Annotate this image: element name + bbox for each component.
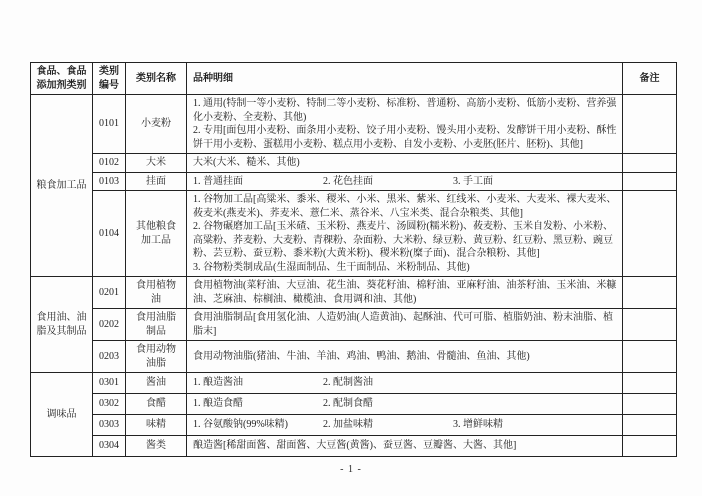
col-header-category: 食品、食品添加剂类别 <box>31 63 93 95</box>
detail-line: 食用动物油脂(猪油、牛油、羊油、鸡油、鸭油、鹅油、骨髓油、鱼油、其他) <box>193 350 530 362</box>
page-number: - 1 - <box>340 464 362 475</box>
detail-line: 1. 谷物加工品[高粱米、黍米、稷米、小米、黑米、紫米、红线米、小麦米、大麦米、裸大麦米、莜麦米(燕麦米)、荞麦米、薏仁米、蒸谷米、八宝米类、混合杂粮类、其他] <box>193 194 617 219</box>
category-cell-oil: 食用油、油脂及其制品 <box>31 277 93 373</box>
detail-line: 酿造酱[稀甜面酱、甜面酱、大豆酱(黄酱)、蚕豆酱、豆瓣酱、大酱、其他] <box>193 440 517 452</box>
detail-cell <box>187 277 623 309</box>
table-row-0303 <box>31 415 677 436</box>
code-cell: 0303 <box>93 415 126 436</box>
col-header-code: 类别编号 <box>93 63 126 95</box>
remark-cell <box>623 341 677 373</box>
code-cell: 0201 <box>93 277 126 309</box>
detail-cell <box>187 309 623 341</box>
detail-line: 2. 谷物碾磨加工品[玉米碴、玉米粉、燕麦片、汤圆粉(糯米粉)、莜麦粉、玉米自发粉、小米粉、高粱粉、荞麦粉、大麦粉、青稞粉、杂面粉、大米粉、绿豆粉、黄豆粉、红豆粉、黑豆粉、豌豆粉、芸豆粉、蚕豆粉、黍米粉(大黄米粉)、稷米粉(糜子面)、混合杂粮粉、其他] <box>193 221 613 259</box>
detail-item: 2. 配制食醋 <box>323 398 373 410</box>
detail-item: 1. 普通挂面 <box>193 175 243 187</box>
name-cell: 味精 <box>126 415 187 436</box>
detail-item: 1. 酿造食醋 <box>193 398 243 410</box>
detail-line: 食用油脂制品[食用氢化油、人造奶油(人造黄油)、起酥油、代可可脂、植脂奶油、粉末油脂、植脂末] <box>193 312 613 337</box>
detail-cell <box>187 373 623 394</box>
table-row-0102 <box>31 154 677 173</box>
code-cell: 0304 <box>93 436 126 457</box>
name-cell: 酱油 <box>126 373 187 394</box>
remark-cell <box>623 191 677 277</box>
category-cell-grain: 粮食加工品 <box>31 95 93 277</box>
name-cell: 小麦粉 <box>126 95 187 154</box>
table-row-0202 <box>31 309 677 341</box>
detail-item: 2. 加盐味精 <box>323 419 373 431</box>
food-category-table <box>30 62 677 457</box>
table-row-0101 <box>31 95 677 154</box>
detail-cell <box>187 95 623 154</box>
detail-item: 1. 谷氨酸钠(99%味精) <box>193 419 288 431</box>
code-cell: 0103 <box>93 172 126 191</box>
detail-item: 2. 花色挂面 <box>323 175 373 187</box>
table-row-0201 <box>31 277 677 309</box>
remark-cell <box>623 277 677 309</box>
name-cell: 食用动物油脂 <box>126 341 187 373</box>
detail-line: 3. 谷物粉类制成品(生湿面制品、生干面制品、米粉制品、其他) <box>193 261 470 273</box>
code-cell: 0102 <box>93 154 126 173</box>
detail-cell <box>187 172 623 191</box>
detail-cell <box>187 341 623 373</box>
name-cell: 食醋 <box>126 394 187 415</box>
name-cell: 食用油脂制品 <box>126 309 187 341</box>
code-cell: 0104 <box>93 191 126 277</box>
remark-cell <box>623 415 677 436</box>
name-cell: 其他粮食加工品 <box>126 191 187 277</box>
code-cell: 0203 <box>93 341 126 373</box>
detail-item: 3. 手工面 <box>453 175 493 187</box>
detail-cell <box>187 415 623 436</box>
detail-line: 2. 专用[面包用小麦粉、面条用小麦粉、饺子用小麦粉、馒头用小麦粉、发酵饼干用小麦粉、酥性饼干用小麦粉、蛋糕用小麦粉、糕点用小麦粉、自发小麦粉、小麦胚(胚片、胚粉)、其他] <box>193 125 617 150</box>
col-header-name: 类别名称 <box>126 63 187 95</box>
detail-line: 1. 通用(特制一等小麦粉、特制二等小麦粉、标准粉、普通粉、高筋小麦粉、低筋小麦粉、营养强化小麦粉、全麦粉、其他) <box>193 98 617 123</box>
code-cell: 0302 <box>93 394 126 415</box>
code-cell: 0202 <box>93 309 126 341</box>
remark-cell <box>623 373 677 394</box>
remark-cell <box>623 436 677 457</box>
table-row-0103 <box>31 172 677 191</box>
detail-cell <box>187 394 623 415</box>
table-row-0302 <box>31 394 677 415</box>
remark-cell <box>623 154 677 173</box>
code-cell: 0301 <box>93 373 126 394</box>
detail-line: 食用植物油(菜籽油、大豆油、花生油、葵花籽油、棉籽油、亚麻籽油、油茶籽油、玉米油、米糠油、芝麻油、棕榈油、橄榄油、食用调和油、其他) <box>193 280 617 305</box>
detail-item: 3. 增鲜味精 <box>453 419 503 431</box>
remark-cell <box>623 95 677 154</box>
remark-cell <box>623 309 677 341</box>
code-cell: 0101 <box>93 95 126 154</box>
detail-cell <box>187 191 623 277</box>
name-cell: 挂面 <box>126 172 187 191</box>
col-header-remark: 备注 <box>623 63 677 95</box>
detail-cell <box>187 436 623 457</box>
col-header-detail: 品种明细 <box>187 63 623 95</box>
category-cell-condiment: 调味品 <box>31 373 93 457</box>
remark-cell <box>623 172 677 191</box>
detail-item: 2. 配制酱油 <box>323 377 373 389</box>
detail-cell <box>187 154 623 173</box>
remark-cell <box>623 394 677 415</box>
header-row <box>31 63 677 95</box>
table-row-0301 <box>31 373 677 394</box>
detail-item: 1. 酿造酱油 <box>193 377 243 389</box>
name-cell: 食用植物油 <box>126 277 187 309</box>
table-row-0203 <box>31 341 677 373</box>
name-cell: 酱类 <box>126 436 187 457</box>
table-row-0304 <box>31 436 677 457</box>
detail-line: 大米(大米、糙米、其他) <box>193 157 300 168</box>
name-cell: 大米 <box>126 154 187 173</box>
table-row-0104 <box>31 191 677 277</box>
